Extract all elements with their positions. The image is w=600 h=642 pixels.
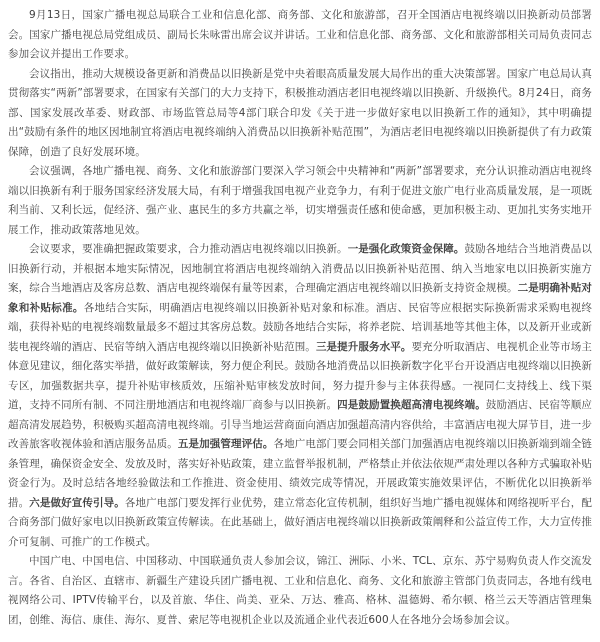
key-point-heading: 四是鼓励置换超高清电视终端。 xyxy=(337,399,486,411)
body-text: 要充分听取酒店、电视机企业等市场主体意见建议，细化落实举措，做好政策解读，努力便企利民。鼓励各地消费品以旧换新数字化平台开设酒店电视终端以旧换新专区，加强数据共享，提升补贴审核质效，压缩补贴审核发放时间，努力提升参与主体获得感。一视同仁支持线上、线下渠道，支持不同所有制、不同注册地酒店和电视终端厂商参与以旧换新。 xyxy=(8,340,593,411)
paragraph-opening xyxy=(8,6,592,65)
key-point-heading: 二是明确补贴对象和补贴标准。 xyxy=(8,282,592,314)
body-text: 会议要求，要准确把握政策要求，合力推动酒店电视终端以旧换新。 xyxy=(29,243,348,255)
body-text: 各地广电部门要会同相关部门加强酒店电视终端以旧换新端到端全链条管理，确保资金安全、发放及时，落实好补贴政策，建立监督举报机制，严格禁止并依法依规严肃处理以各种方式骗取补贴资金行为。及时总结各地经验做法和工作推进、资金使用、绩效完成等情况，开展政策实施效果评估，不断优化以旧换新举措。 xyxy=(8,438,592,509)
key-point-heading: 三是提升服务水平。 xyxy=(315,340,412,353)
body-text: 鼓励酒店、民宿等顺应超高清发展趋势，积极购买超高清电视终端。引导当地运营商面向酒店加强超高清内容供给，丰富酒店电视大屏节目，进一步改善旅客收视体验和酒店服务品质。 xyxy=(8,399,592,450)
body-text: 会议指出，推动大规模设备更新和消费品以旧换新是党中央着眼高质量发展大局作出的重大决策部署。国家广电总局认真贯彻落实“两新”部署要求，在国家有关部门的大力支持下，积极推动酒店老旧电视终端以旧换新、升级换代。8月24日，商务部、国家发展改革委、财政部、市场监管总局等4部门联合印发《关于进一步做好家电以旧换新工作的通知》，其中明确提出“鼓励有条件的地区因地制宜将酒店电视终端纳入消费品以旧换新补贴范围”，为酒店老旧电视终端以旧换新提供了有力政策保障，创造了良好发展环境。 xyxy=(8,67,592,158)
body-text: 中国广电、中国电信、中国移动、中国联通负责人参加会议，锦江、洲际、小米、TCL、京东、苏宁易购负责人作交流发言。各省、自治区、直辖市、新疆生产建设兵团广播电视、工业和信息化、商务、文化和旅游主管部门负责同志，各地有线电视网络公司、IPTV传输平台，以及首旅、华住、尚美、亚朵、万达、雅高、格林、温德姆、希尔顿、格兰云天等酒店管理集团，创维、海信、康佳、海尔、夏普、索尼等电视机企业以及流通企业代表近600人在各地分会场参加会议。 xyxy=(8,555,592,626)
paragraph-attendees xyxy=(8,552,592,630)
paragraph-meeting-emphasized xyxy=(8,162,592,240)
body-text: 各地结合实际，明确酒店电视终端以旧换新补贴对象和标准。酒店、民宿等应根据实际换新需求采购电视终端，获得补贴的电视终端数量最多不超过其客房总数。鼓励各地结合实际，将养老院、培训基地等其他主体，以及新开业或新装电视终端的酒店、民宿等纳入酒店电视终端以旧换新补贴范围。 xyxy=(8,301,592,353)
key-point-heading: 五是加强管理评估。 xyxy=(177,438,274,450)
paragraph-meeting-pointed-out xyxy=(8,65,592,163)
paragraph-meeting-requirements xyxy=(8,240,592,552)
key-point-heading: 六是做好宣传引导。 xyxy=(29,496,125,509)
body-text: 会议强调，各地广播电视、商务、文化和旅游部门要深入学习领会中央精神和“两新”部署要求，充分认识推动酒店电视终端以旧换新有利于服务国家经济发展大局，有利于增强我国电视产业竞争力，有利于促进文旅广电行业高质量发展，是一项既利当前、又利长远，促经济、强产业、惠民生的多方共赢之举，切实增强责任感和使命感，更加积极主动、更加扎实务实地开展工作，推动政策落地见效。 xyxy=(8,165,592,236)
body-text: 鼓励各地结合当地消费品以旧换新行动，并根据本地实际情况，因地制宜将酒店电视终端纳入消费品以旧换新补贴范围、纳入当地家电以旧换新实施方案，综合当地酒店及客房总数、酒店电视终端保有量等因素，合理确定酒店电视终端以旧换新支持资金规模。 xyxy=(8,243,592,294)
body-text: 9月13日，国家广播电视总局联合工业和信息化部、商务部、文化和旅游部，召开全国酒店电视终端以旧换新动员部署会。国家广播电视总局党组成员、副局长朱咏雷出席会议并讲话。工业和信息化部、商务部、文化和旅游部相关司局负责同志参加会议并提出工作要求。 xyxy=(8,9,592,60)
body-text: 各地广电部门要发挥行业优势，建立常态化宣传机制，组织好当地广播电视媒体和网络视听平台，配合商务部门做好家电以旧换新政策宣传解读。在此基础上，做好酒店电视终端以旧换新政策阐释和公益宣传工作，大力宣传推介可复制、可推广的工作模式。 xyxy=(8,496,593,548)
key-point-heading: 一是强化政策资金保障。 xyxy=(347,243,465,255)
